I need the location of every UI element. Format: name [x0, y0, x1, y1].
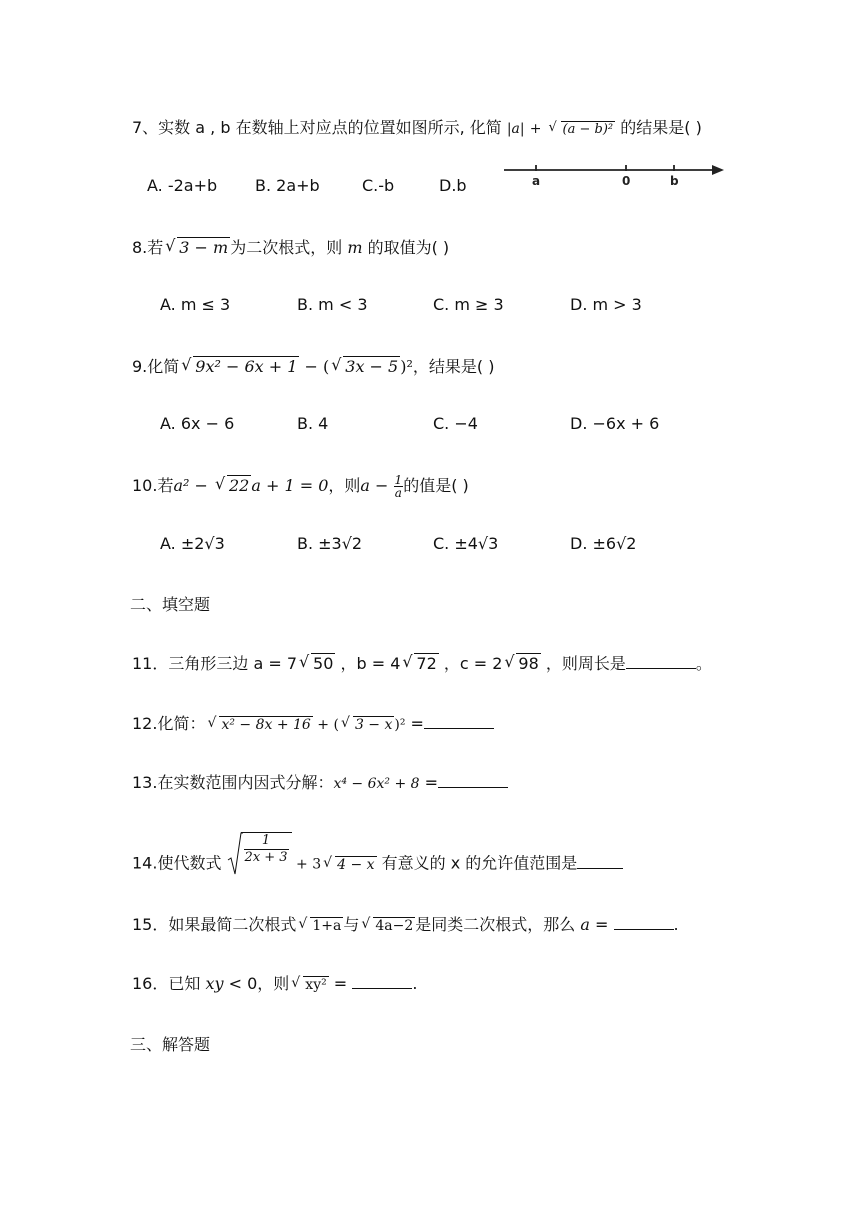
q15-answer-blank[interactable] — [614, 929, 674, 930]
q14-radical-2: √ 4 − x — [323, 854, 375, 873]
question-16 — [132, 972, 417, 996]
question-8 — [132, 236, 449, 260]
q16-eq: = — [328, 974, 348, 993]
q12-plus: + ( — [312, 717, 339, 733]
q13-eq: = — [419, 773, 439, 792]
q10-option-a: A. ±2√3 — [160, 534, 225, 553]
number-line-arrow — [712, 165, 724, 175]
q11-radical-2: √ 72 — [402, 652, 437, 673]
q8-mid: 为二次根式，则 — [230, 238, 343, 257]
q16-end: . — [412, 974, 418, 993]
q10-radical: √ 22 — [214, 474, 250, 495]
label-0: 0 — [622, 174, 631, 188]
question-12 — [132, 712, 494, 736]
q7-option-d: D.b — [439, 176, 467, 195]
q15-stem: 15．如果最简二次根式 — [132, 915, 297, 934]
q14-tail: 有意义的 x 的允许值范围是 — [376, 853, 578, 873]
q11-radical-1: √ 50 — [299, 652, 334, 673]
q10-eq-b: a + 1 = 0 — [251, 476, 329, 495]
q16-radical: √ xy² — [291, 975, 327, 993]
question-11 — [132, 652, 712, 676]
q7-radical: √ (a − b)² — [548, 120, 614, 137]
q11-tail: ，则周长是 — [540, 654, 626, 673]
section-fill-in-heading: 二、填空题 — [130, 595, 211, 614]
q15-var: a — [580, 915, 590, 934]
q11-radical-3: √ 98 — [504, 652, 539, 673]
question-15 — [132, 913, 679, 937]
q7-option-c: C.-b — [362, 176, 395, 195]
q14-radical-sign — [227, 832, 243, 876]
q11-end: 。 — [695, 654, 712, 673]
q7-plus: + — [529, 121, 542, 137]
question-13 — [132, 771, 508, 795]
question-14 — [132, 833, 623, 882]
q7-abs: |a| — [506, 121, 525, 137]
q14-fraction: $\frac{1}{2x + 3}$ — [244, 833, 288, 865]
q14-stem: 14.使代数式 — [132, 853, 222, 873]
q12-radical-1: √ x² − 8x + 16 — [207, 715, 311, 733]
q7-option-b: B. 2a+b — [255, 176, 320, 195]
q8-var: m — [347, 238, 363, 257]
q8-option-d: D. m > 3 — [570, 295, 642, 314]
q14-answer-blank[interactable] — [577, 868, 623, 869]
q9-close: )² — [400, 357, 413, 376]
q16-cond: xy — [205, 974, 224, 993]
q10-eq-a: a² − — [173, 476, 213, 495]
q9-minus: − ( — [299, 357, 330, 376]
q10-stem: 10.若 — [132, 476, 174, 495]
q9-stem: 9.化简 — [132, 357, 180, 376]
q15-eq: = — [589, 915, 609, 934]
q15-radical-1: √ 1+a — [298, 916, 342, 934]
question-7 — [132, 116, 702, 140]
q9-option-b: B. 4 — [297, 414, 329, 433]
q12-eq: = — [405, 714, 424, 733]
q10-tail: 的值是( ) — [403, 476, 469, 495]
q9-option-a: A. 6x − 6 — [160, 414, 235, 433]
q9-radical-2: √ 3x − 5 — [331, 355, 399, 376]
q10-option-c: C. ±4√3 — [433, 534, 499, 553]
q10-fraction: $\frac{1}{a}$ — [394, 473, 403, 500]
q16-cond-2: < 0，则 — [223, 974, 290, 993]
q12-answer-blank[interactable] — [424, 728, 494, 729]
q15-radical-2: √ 4a−2 — [361, 916, 414, 934]
q15-tail: 是同类二次根式，那么 — [415, 915, 576, 934]
q16-stem: 16．已知 — [132, 974, 201, 993]
q9-option-c: C. −4 — [433, 414, 478, 433]
q8-option-c: C. m ≥ 3 — [433, 295, 504, 314]
q11-stem: 11．三角形三边 a = 7 — [132, 654, 298, 673]
q11-answer-blank[interactable] — [626, 668, 696, 669]
q8-tail: 的取值为( ) — [367, 238, 450, 257]
q8-stem: 8.若 — [132, 238, 164, 257]
q7-option-a: A. -2a+b — [147, 176, 218, 195]
q8-option-a: A. m ≤ 3 — [160, 295, 231, 314]
section-solve-heading: 三、解答题 — [130, 1035, 211, 1054]
label-b: b — [670, 174, 679, 188]
q10-option-d: D. ±6√2 — [570, 534, 637, 553]
q11-part-1: ，b = 4 — [335, 654, 401, 673]
q12-close: )² — [394, 717, 406, 733]
q9-radical-1: √ 9x² − 6x + 1 — [181, 355, 298, 376]
q7-stem: 7、实数 a , b 在数轴上对应点的位置如图所示, 化简 — [132, 118, 502, 137]
q7-tail: 的结果是( ) — [620, 118, 702, 137]
q13-answer-blank[interactable] — [438, 787, 508, 788]
question-10 — [132, 474, 469, 498]
q12-radical-2: √ 3 − x — [340, 715, 393, 733]
q8-radical: √ 3 − m — [165, 236, 229, 257]
q10-mid: ，则 — [328, 476, 361, 495]
q13-expr: x⁴ − 6x² + 8 — [333, 776, 420, 792]
q14-big-radical — [227, 832, 292, 876]
q10-expr: a − — [360, 476, 394, 495]
label-a: a — [532, 174, 541, 188]
number-line — [500, 158, 730, 190]
q16-answer-blank[interactable] — [352, 988, 412, 989]
q14-plus: + 3 — [291, 856, 322, 873]
question-9 — [132, 355, 494, 379]
q15-end: . — [673, 915, 679, 934]
q9-option-d: D. −6x + 6 — [570, 414, 660, 433]
q15-mid: 与 — [343, 915, 360, 934]
q13-stem: 13.在实数范围内因式分解： — [132, 773, 334, 792]
q8-option-b: B. m < 3 — [297, 295, 368, 314]
q12-stem: 12.化简： — [132, 714, 206, 733]
q11-part-2: ，c = 2 — [438, 654, 503, 673]
q10-option-b: B. ±3√2 — [297, 534, 363, 553]
q9-tail: ，结果是( ) — [412, 357, 495, 376]
